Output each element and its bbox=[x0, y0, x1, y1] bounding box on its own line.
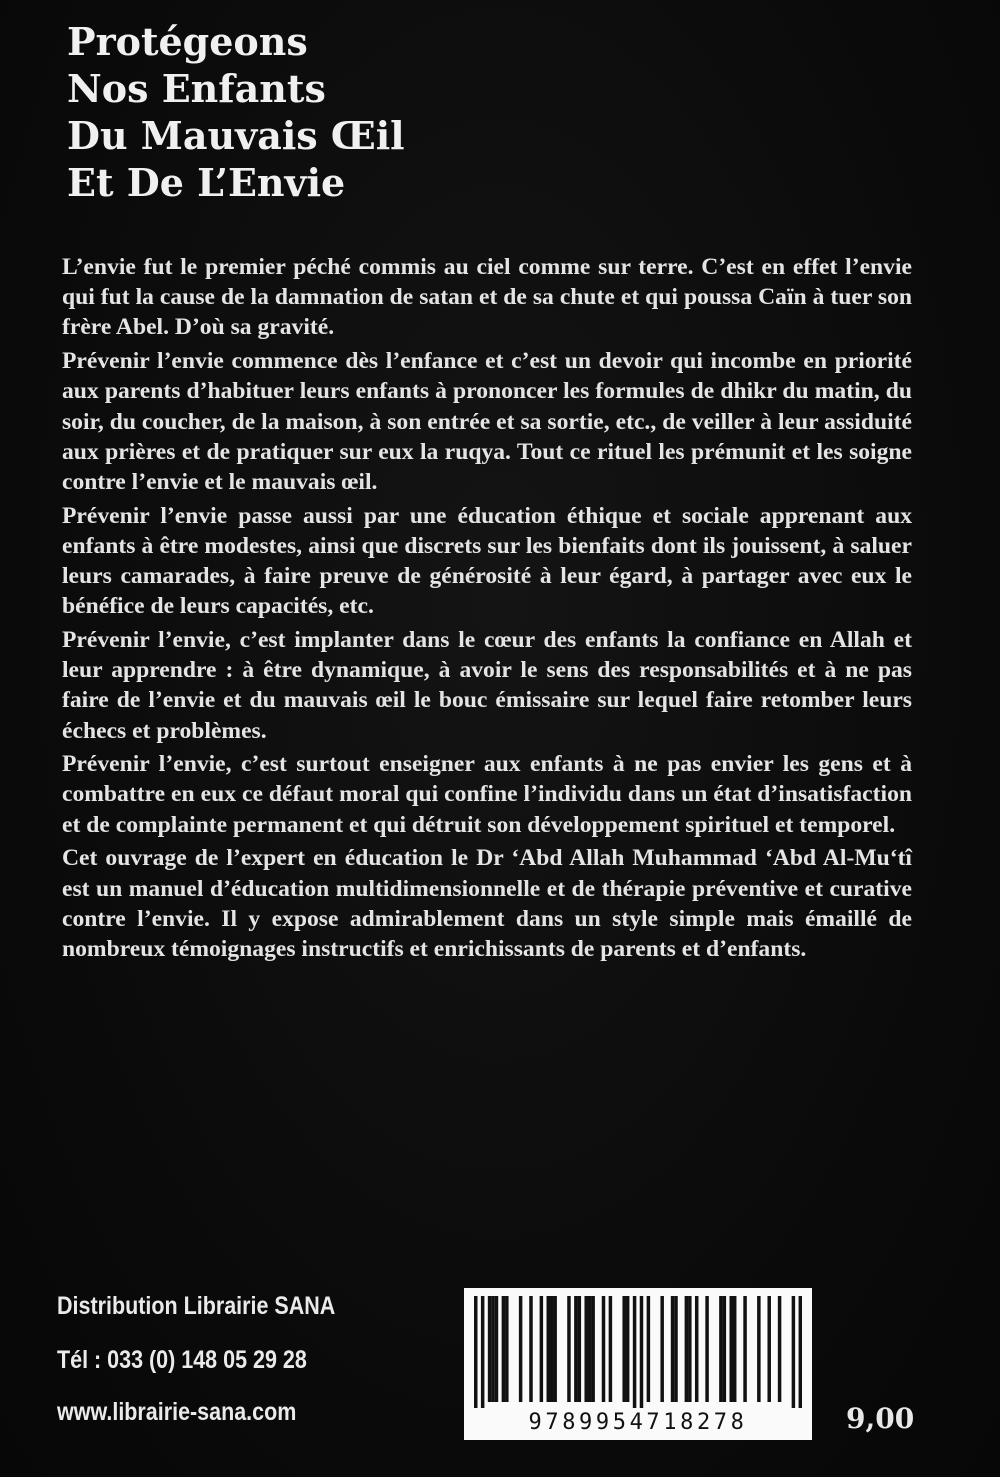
book-title bbox=[67, 18, 667, 206]
isbn-barcode bbox=[464, 1288, 812, 1440]
barcode-bar bbox=[505, 1296, 509, 1402]
blurb-paragraph: L’envie fut le premier péché commis au ciel comme sur terre. C’est en effet l’envie qui fut la cause de la damnation de satan et de sa chute et qui poussa Caïn à tuer son frère Abel. D’où sa gravité. bbox=[62, 254, 912, 341]
barcode-bar bbox=[778, 1296, 782, 1402]
barcode-bar bbox=[495, 1296, 499, 1402]
barcode-bar bbox=[491, 1296, 495, 1402]
barcode-bar bbox=[553, 1296, 557, 1402]
barcode-bars bbox=[474, 1296, 802, 1408]
barcode-bar bbox=[733, 1296, 737, 1402]
barcode-bar bbox=[529, 1296, 533, 1402]
barcode-bar bbox=[578, 1296, 582, 1402]
barcode-bar bbox=[799, 1296, 802, 1408]
barcode-bar bbox=[640, 1296, 644, 1408]
barcode-bar bbox=[626, 1296, 630, 1402]
barcode-bar bbox=[567, 1296, 571, 1402]
blurb bbox=[62, 252, 912, 964]
barcode-bar bbox=[767, 1296, 771, 1402]
distributor-website: www.librairie-sana.com bbox=[57, 1398, 297, 1426]
barcode-bar bbox=[757, 1296, 761, 1402]
barcode-bar bbox=[688, 1296, 692, 1402]
barcode-bar bbox=[792, 1296, 796, 1408]
blurb-paragraph: Prévenir l’envie, c’est implanter dans le cœur des enfants la confiance en Allah et leur apprendre : à être dynamique, à avoir le sens des responsabilités et à ne pas faire de l’envie et du mauvais œil le bouc émissaire sur lequel faire retomber leurs échecs et problèmes. bbox=[62, 626, 912, 744]
barcode-bar bbox=[547, 1296, 551, 1402]
barcode-bar bbox=[488, 1296, 492, 1402]
barcode-bar bbox=[674, 1296, 678, 1402]
barcode-bar bbox=[474, 1296, 478, 1408]
barcode-bar bbox=[719, 1296, 723, 1402]
barcode-bar bbox=[588, 1296, 592, 1402]
barcode-bar bbox=[540, 1296, 544, 1402]
blurb-paragraph: Prévenir l’envie passe aussi par une éducation éthique et sociale apprenant aux enfants à être modestes, ainsi que discrets sur les bienfaits dont ils jouissent, à saluer leurs camarades, à faire preuve de générosité à leur égard, à partager avec eux le bénéfice de leurs capacités, etc. bbox=[62, 502, 912, 620]
barcode-bar bbox=[743, 1296, 747, 1402]
barcode-bar bbox=[622, 1296, 626, 1402]
barcode-bar bbox=[685, 1296, 689, 1402]
barcode-bar bbox=[502, 1296, 506, 1402]
barcode-bar bbox=[633, 1296, 637, 1408]
barcode-bar bbox=[574, 1296, 578, 1402]
barcode-bar bbox=[671, 1296, 675, 1402]
barcode-bar bbox=[660, 1296, 664, 1402]
barcode-bar bbox=[723, 1296, 727, 1402]
barcode-bar bbox=[647, 1296, 651, 1402]
barcode-bar bbox=[729, 1296, 733, 1402]
title-line: Nos Enfants bbox=[67, 66, 326, 111]
barcode-bar bbox=[481, 1296, 485, 1408]
barcode-bar bbox=[550, 1296, 554, 1402]
isbn-number: 9789954718278 bbox=[528, 1410, 748, 1435]
barcode-bar bbox=[602, 1296, 606, 1402]
barcode-bar bbox=[609, 1296, 613, 1402]
barcode-bar bbox=[519, 1296, 523, 1402]
blurb-paragraph: Cet ouvrage de l’expert en éducation le Dr ‘Abd Allah Muhammad ‘Abd Al-Mu‘tî est un manuel d’éducation multidimensionnelle et de thérapie préventive et curative contre l’envie. Il y expose admirablement dans un style simple mais émaillé de nombreux témoignages instructifs et enrichissants de parents et d’enfants. bbox=[62, 845, 912, 962]
title-line: Protégeons bbox=[67, 19, 308, 64]
barcode-bar bbox=[695, 1296, 699, 1402]
barcode-bar bbox=[705, 1296, 709, 1402]
blurb-paragraph: Prévenir l’envie, c’est surtout enseigner aux enfants à ne pas envier les gens et à combattre en eux ce défaut moral qui confine l’individu dans un état d’insatisfaction et de complainte permanent et qui détruit son développement spirituel et temporel. bbox=[62, 751, 912, 838]
blurb-paragraph: Prévenir l’envie commence dès l’enfance et c’est un devoir qui incombe en priorité aux parents d’habituer leurs enfants à prononcer les formules de dhikr du matin, du soir, du coucher, de la maison, à son entrée et sa sortie, etc., de veiller à leur assiduité aux prières et de pratiquer sur eux la ruqya. Tout ce rituel les prémunit et les soigne contre l’envie et le mauvais œil. bbox=[62, 348, 912, 495]
distributor-phone: Tél : 033 (0) 148 05 29 28 bbox=[57, 1346, 307, 1374]
title-line: Et De L’Envie bbox=[67, 160, 346, 205]
barcode-bar bbox=[584, 1296, 588, 1402]
price: 9,00 bbox=[846, 1402, 915, 1435]
title-line: Du Mauvais Œil bbox=[67, 113, 405, 158]
distributor-name: Distribution Librairie SANA bbox=[57, 1292, 336, 1320]
barcode-bar bbox=[591, 1296, 595, 1402]
